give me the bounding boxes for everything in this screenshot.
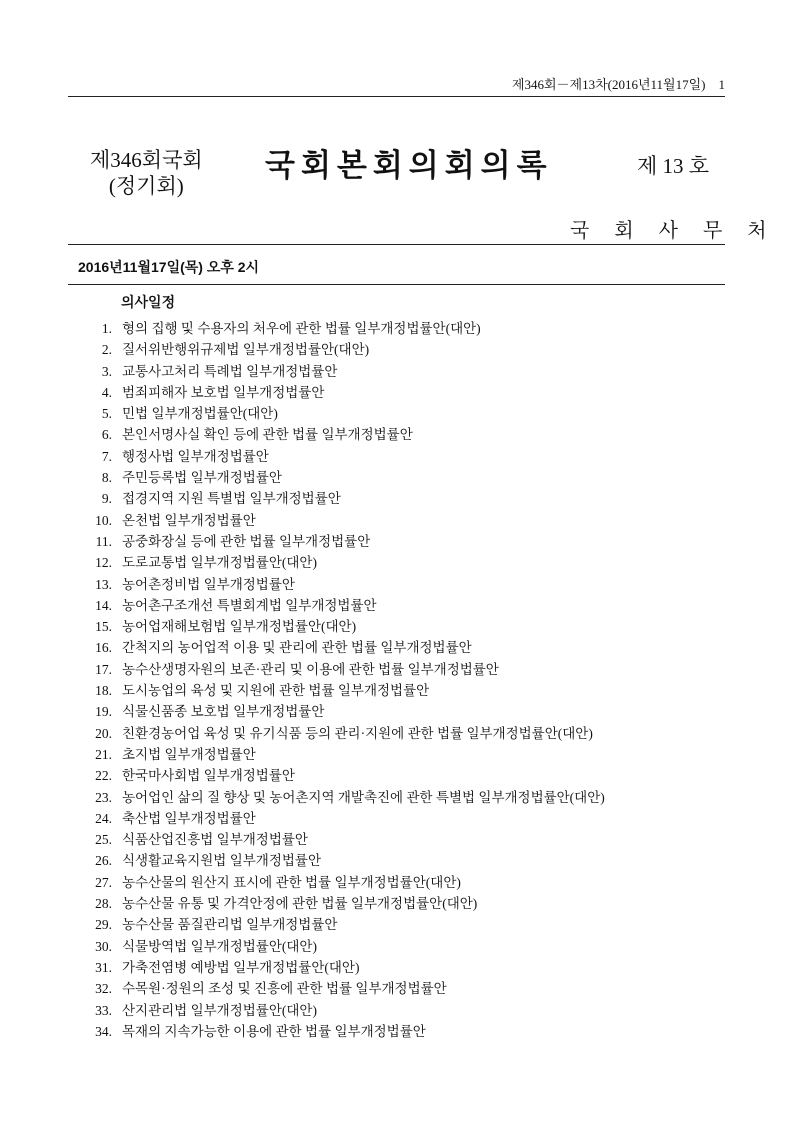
agenda-item-text: 간척지의 농어업적 이용 및 관리에 관한 법률 일부개정법률안 [122, 640, 472, 656]
agenda-item-number: 5. [101, 406, 112, 422]
agenda-item [70, 829, 730, 850]
agenda-item [70, 339, 730, 360]
agenda-item-number: 15. [95, 619, 112, 635]
session-number: 제346회국회 [90, 148, 203, 172]
agenda-item-number: 10. [95, 512, 112, 528]
agenda-item-text: 농어업재해보험법 일부개정법률안(대안) [122, 619, 357, 635]
agenda-item [70, 510, 730, 531]
agenda-item-text: 공중화장실 등에 관한 법률 일부개정법률안 [122, 533, 371, 549]
agenda-item [70, 488, 730, 509]
agenda-item-number: 32. [95, 981, 112, 997]
agenda-item [70, 531, 730, 552]
agenda-item-number: 13. [95, 576, 112, 592]
agenda-item-text: 산지관리법 일부개정법률안(대안) [122, 1002, 317, 1018]
agenda-item [70, 808, 730, 829]
agenda-item-number: 25. [95, 832, 112, 848]
agenda-item-text: 농수산물 품질관리법 일부개정법률안 [122, 917, 338, 933]
agenda-item [70, 446, 730, 467]
agenda-item-text: 접경지역 지원 특별법 일부개정법률안 [122, 491, 341, 507]
agenda-item-text: 농수산물의 원산지 표시에 관한 법률 일부개정법률안(대안) [122, 874, 461, 890]
agenda-item [70, 914, 730, 935]
agenda-item-text: 본인서명사실 확인 등에 관한 법률 일부개정법률안 [122, 427, 413, 443]
agenda-item-number: 16. [95, 640, 112, 656]
agenda-item-text: 식물신품종 보호법 일부개정법률안 [122, 704, 325, 720]
agenda-item-number: 21. [95, 746, 112, 762]
agenda-item-text: 가축전염병 예방법 일부개정법률안(대안) [122, 959, 360, 975]
agenda-item [70, 659, 730, 680]
session-label [90, 147, 203, 199]
agenda-item [70, 723, 730, 744]
agenda-item-number: 3. [101, 363, 112, 379]
agenda-item-text: 민법 일부개정법률안(대안) [122, 406, 278, 422]
agenda-item-number: 4. [101, 384, 112, 400]
agenda-item-text: 농어촌구조개선 특별회계법 일부개정법률안 [122, 597, 377, 613]
agenda-item-text: 농수산생명자원의 보존·관리 및 이용에 관한 법률 일부개정법률안 [122, 661, 499, 677]
agenda-item-number: 23. [95, 789, 112, 805]
agenda-item-text: 식생활교육지원법 일부개정법률안 [122, 853, 321, 869]
agenda-item-text: 도로교통법 일부개정법률안(대안) [122, 555, 317, 571]
agenda-item-number: 34. [95, 1023, 112, 1039]
agenda-item-number: 20. [95, 725, 112, 741]
agenda-item-text: 주민등록법 일부개정법률안 [122, 470, 282, 486]
agenda-item [70, 744, 730, 765]
agenda-item-number: 11. [95, 533, 112, 549]
agenda-item-number: 19. [95, 704, 112, 720]
agenda-item-text: 교통사고처리 특례법 일부개정법률안 [122, 363, 338, 379]
agenda-item-text: 식품산업진흥법 일부개정법률안 [122, 832, 308, 848]
agenda-item-number: 29. [95, 917, 112, 933]
agenda-item [70, 424, 730, 445]
document-title: 국회본회의회의록 [265, 148, 553, 183]
agenda-item-number: 8. [101, 470, 112, 486]
agenda-item-text: 농수산물 유통 및 가격안정에 관한 법률 일부개정법률안(대안) [122, 896, 478, 912]
running-header: 제346회－제13차(2016년11월17일) 1 [511, 77, 725, 92]
agenda-item-number: 33. [95, 1002, 112, 1018]
agenda-item [70, 893, 730, 914]
agenda-item-text: 농어업인 삶의 질 향상 및 농어촌지역 개발촉진에 관한 특별법 일부개정법률안(대안) [122, 789, 605, 805]
agenda-item [70, 978, 730, 999]
agenda-item-text: 축산법 일부개정법률안 [122, 810, 256, 826]
agenda-item-number: 9. [101, 491, 112, 507]
agenda-item-number: 28. [95, 896, 112, 912]
date-rule [68, 284, 725, 285]
agenda-item [70, 637, 730, 658]
agenda-item [70, 1000, 730, 1021]
agenda-item [70, 850, 730, 871]
agenda-item-text: 행정사법 일부개정법률안 [122, 448, 269, 464]
agenda-item [70, 701, 730, 722]
agenda-item [70, 361, 730, 382]
agenda-item-number: 22. [95, 768, 112, 784]
publisher: 국 회 사 무 처 [570, 220, 777, 242]
agenda-item-text: 식물방역법 일부개정법률안(대안) [122, 938, 317, 954]
agenda-item-number: 27. [95, 874, 112, 890]
agenda-item-number: 1. [101, 321, 112, 336]
agenda-item-text: 도시농업의 육성 및 지원에 관한 법률 일부개정법률안 [122, 683, 430, 699]
agenda-item-text: 온천법 일부개정법률안 [122, 512, 256, 528]
agenda-item-text: 농어촌정비법 일부개정법률안 [122, 576, 295, 592]
agenda-item-text: 친환경농어업 육성 및 유기식품 등의 관리·지원에 관한 법률 일부개정법률안(대안) [122, 725, 593, 741]
agenda-item-number: 14. [95, 597, 112, 613]
agenda-item [70, 680, 730, 701]
agenda-item-number: 12. [95, 555, 112, 571]
agenda-item-text: 형의 집행 및 수용자의 처우에 관한 법률 일부개정법률안(대안) [122, 321, 481, 336]
header-rule [68, 96, 725, 97]
agenda-item-number: 7. [101, 448, 112, 464]
agenda-item-text: 질서위반행위규제법 일부개정법률안(대안) [122, 342, 370, 358]
agenda-item [70, 382, 730, 403]
agenda-item-number: 31. [95, 959, 112, 975]
title-rule [68, 244, 725, 245]
agenda-heading: 의사일정 [121, 294, 176, 310]
agenda-list [70, 318, 730, 1042]
agenda-item [70, 467, 730, 488]
agenda-item [70, 936, 730, 957]
agenda-item-text: 초지법 일부개정법률안 [122, 746, 256, 762]
agenda-item [70, 765, 730, 786]
agenda-item-number: 6. [101, 427, 112, 443]
agenda-item [70, 403, 730, 424]
agenda-item [70, 595, 730, 616]
agenda-item-text: 한국마사회법 일부개정법률안 [122, 768, 295, 784]
agenda-item [70, 787, 730, 808]
agenda-item-number: 17. [95, 661, 112, 677]
agenda-item-text: 목재의 지속가능한 이용에 관한 법률 일부개정법률안 [122, 1023, 426, 1039]
agenda-item-number: 2. [101, 342, 112, 358]
agenda-item-number: 24. [95, 810, 112, 826]
issue-number: 제 13 호 [637, 154, 710, 178]
agenda-item-text: 범죄피해자 보호법 일부개정법률안 [122, 384, 325, 400]
agenda-item-number: 26. [95, 853, 112, 869]
session-type: (정기회) [108, 174, 184, 198]
agenda-item [70, 957, 730, 978]
agenda-item [70, 318, 730, 339]
agenda-item [70, 574, 730, 595]
agenda-item [70, 616, 730, 637]
agenda-item-number: 18. [95, 683, 112, 699]
agenda-item-text: 수목원·정원의 조성 및 진흥에 관한 법률 일부개정법률안 [122, 981, 447, 997]
agenda-item [70, 552, 730, 573]
agenda-item [70, 1021, 730, 1042]
agenda-item [70, 872, 730, 893]
agenda-item-number: 30. [95, 938, 112, 954]
meeting-date: 2016년11월17일(목) 오후 2시 [78, 259, 260, 275]
